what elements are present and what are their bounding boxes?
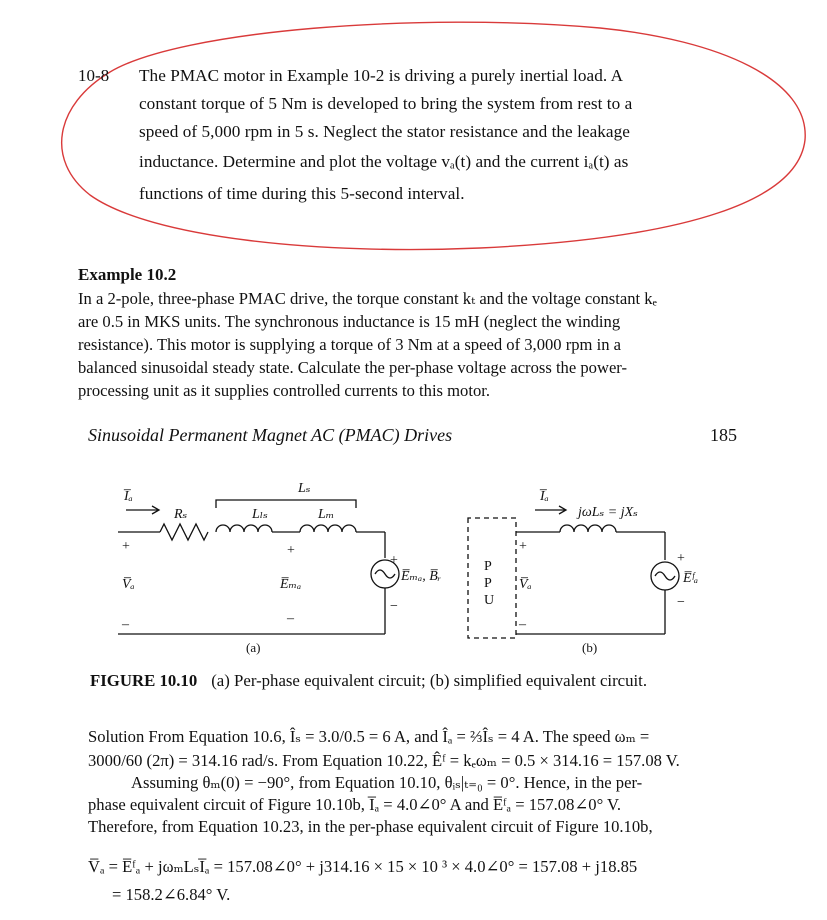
minus-v-a: –	[122, 617, 129, 632]
label-v-b: V̅ₐ	[519, 577, 532, 592]
problem-line-5: functions of time during this 5-second interval.	[139, 184, 465, 203]
minus-src-a: −	[390, 599, 398, 614]
resistor-rs	[160, 524, 208, 540]
example-line-2: are 0.5 in MKS units. The synchronous inductance is 15 mH (neglect the winding	[78, 312, 621, 331]
equation-line-1: V̅ₐ = E̅ᶠₐ + jωₘLₛI̅ₐ = 157.08∠0° + j314.16 × 15 × 10 ³ × 4.0∠0° = 157.08 + j18.85	[88, 857, 638, 876]
plus-ema: +	[287, 543, 295, 558]
label-xs: jωLₛ = jXₛ	[578, 505, 638, 520]
label-ia-a: I̅ₐ	[124, 489, 133, 504]
solution-line-1: Solution From Equation 10.6, Îₛ = 3.0/0.5 = 6 A, and Îₐ = ⅔Îₛ = 4 A. The speed ωₘ =	[88, 727, 650, 746]
label-ls: Lₛ	[298, 481, 311, 496]
problem-line-4: inductance. Determine and plot the voltage vₐ(t) and the current iₐ(t) as	[139, 152, 629, 171]
label-fig-a: (a)	[246, 640, 261, 655]
minus-v-b: –	[519, 617, 526, 632]
example-line-1: In a 2-pole, three-phase PMAC drive, the torque constant kₜ and the voltage constant kₑ	[78, 289, 657, 308]
minus-efa: −	[677, 595, 685, 610]
label-lm: Lₘ	[318, 507, 335, 522]
figure-10-10	[0, 470, 827, 660]
plus-v-a: +	[122, 539, 130, 554]
example-title: Example 10.2	[78, 265, 177, 284]
equation-line-2: = 158.2∠6.84° V.	[112, 885, 231, 904]
label-rs: Rₛ	[174, 507, 188, 522]
label-source-a: E̅ₘₐ, B̅ᵣ	[401, 569, 442, 584]
sine-symbol-a	[375, 570, 395, 578]
problem-line-1: The PMAC motor in Example 10-2 is driving a purely inertial load. A	[139, 66, 624, 85]
minus-ema: –	[287, 611, 294, 626]
problem-line-2: constant torque of 5 Nm is developed to bring the system from rest to a	[139, 94, 633, 113]
solution-line-2: 3000/60 (2π) = 314.16 rad/s. From Equation 10.22, Êᶠ = kₑωₘ = 0.5 × 314.16 = 157.08 V.	[88, 751, 680, 770]
example-line-3: resistance). This motor is supplying a torque of 3 Nm at a speed of 3,000 rpm in a	[78, 335, 622, 354]
problem-line-3: speed of 5,000 rpm in 5 s. Neglect the stator resistance and the leakage	[139, 122, 630, 141]
label-v-a: V̅ₐ	[122, 577, 135, 592]
solution-line-3: Assuming θₘ(0) = −90°, from Equation 10.10, θᵢₛ|ₜ₌₀ = 0°. Hence, in the per-	[131, 773, 643, 792]
solution-line-4: phase equivalent circuit of Figure 10.10b, I̅ₐ = 4.0∠0° A and E̅ᶠₐ = 157.08∠0° V.	[88, 795, 622, 814]
plus-v-b: +	[519, 539, 527, 554]
figure-caption-text: (a) Per-phase equivalent circuit; (b) simplified equivalent circuit.	[211, 671, 648, 690]
label-fig-b: (b)	[582, 640, 598, 655]
page-number: 185	[710, 425, 737, 445]
label-ia-b: I̅ₐ	[540, 489, 549, 504]
plus-efa: +	[677, 551, 685, 566]
label-lls: Lₗₛ	[252, 507, 268, 522]
label-ema: E̅ₘₐ	[280, 577, 302, 592]
problem-number: 10-8	[78, 66, 110, 85]
inductor-xs	[560, 525, 616, 532]
ppu-p1: P	[484, 559, 492, 574]
ls-bracket	[216, 500, 356, 508]
solution-line-5: Therefore, from Equation 10.23, in the per-phase equivalent circuit of Figure 10.10b,	[88, 817, 653, 836]
figure-caption	[90, 671, 647, 691]
label-efa: E̅ᶠₐ	[683, 571, 699, 586]
example-line-4: balanced sinusoidal steady state. Calculate the per-phase voltage across the power-	[78, 358, 628, 377]
plus-src-a: +	[390, 553, 398, 568]
example-line-5: processing unit as it supplies controlled currents to this motor.	[78, 381, 491, 400]
figure-caption-label: FIGURE 10.10	[90, 671, 198, 690]
inductor-lls	[216, 525, 272, 532]
ppu-p2: P	[484, 576, 492, 591]
ppu-box	[468, 518, 516, 638]
running-head-title: Sinusoidal Permanent Magnet AC (PMAC) Drives	[88, 425, 453, 445]
ppu-u: U	[484, 593, 495, 608]
sine-symbol-b	[655, 572, 675, 580]
inductor-lm	[300, 525, 356, 532]
